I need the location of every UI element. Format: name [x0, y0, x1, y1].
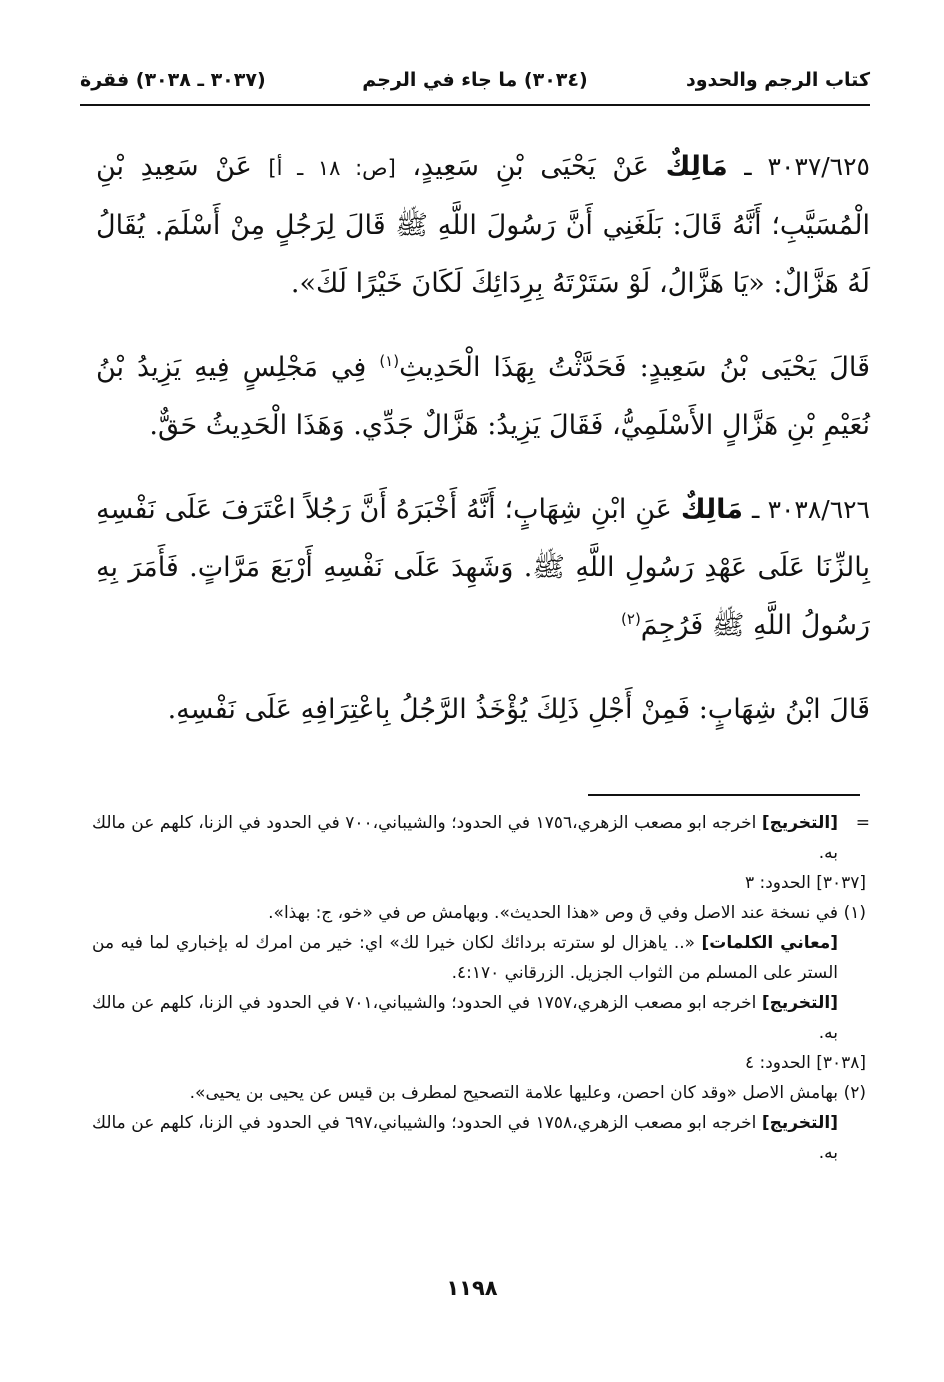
footnote-1-takhrij	[92, 988, 866, 1048]
hadith-text-start: عَنْ يَحْيَى بْنِ سَعِيدٍ،	[412, 151, 650, 182]
section-ref-3038: [٣٠٣٨] الحدود: ٤	[744, 1053, 866, 1073]
gloss-text: «.. ياهزال لو سترته بردائك لكان خيرا لك» اي: خير من امرك له بإخباري لما فيه من الستر على المسلم من الثواب الجزيل. الزرقاني ٤:١٧٠.	[92, 933, 838, 983]
running-head-chapter-title: (٣٠٣٤) ما جاء في الرجم	[362, 69, 588, 91]
hadith-text: عَنْ سَعِيدِ بْنِ الْمُسَيَّبِ؛ أَنَّهُ قَالَ: بَلَغَنِي أَنَّ رَسُولَ اللَّهِ ﷺ قَالَ لِرَجُلٍ مِنْ أَسْلَمَ. يُقَالُ لَهُ هَزَّالٌ: «يَا هَزَّالُ، لَوْ سَتَرْتَهُ بِرِدَائِكَ لَكَانَ خَيْرًا لَكَ».	[96, 151, 870, 299]
running-head	[80, 60, 870, 100]
footnote-continuation	[92, 808, 870, 868]
running-head-paragraph-range: (٣٠٣٧ ـ ٣٠٣٨) فقرة	[80, 69, 266, 91]
comment-yahya	[96, 339, 870, 455]
footnote-number: (٢)	[843, 1083, 866, 1103]
hadith-3037	[96, 138, 870, 313]
footnote-2-takhrij	[92, 1108, 866, 1168]
takhrij-label: [التخريج]	[761, 993, 838, 1013]
takhrij-text: اخرجه ابو مصعب الزهري،١٧٥٨ في الحدود؛ والشيباني،٦٩٧ في الحدود في الزنا، كلهم عن مالك به.	[92, 1113, 838, 1163]
footnote-1-gloss	[92, 928, 866, 988]
footnote-rule	[588, 794, 860, 796]
takhrij-label: [التخريج]	[761, 1113, 838, 1133]
page-number: ١١٩٨	[446, 1276, 498, 1300]
footnote-2	[92, 1078, 866, 1108]
footnote-1	[92, 898, 866, 928]
comment-text-start: قَالَ يَحْيَى بْنُ سَعِيدٍ: فَحَدَّثْتُ بِهَذَا الْحَدِيثِ	[399, 352, 871, 383]
footnote-ref-1[interactable]: (١)	[379, 352, 400, 370]
narrator-malik: مَالِكٌ	[665, 151, 728, 182]
footnote-ref-2[interactable]: (٢)	[621, 610, 641, 628]
comment-text-end: فِي مَجْلِسٍ فِيهِ يَزِيدُ بْنُ نُعَيْمِ بْنِ هَزَّالٍ الأَسْلَمِيُّ، فَقَالَ يَزِيدُ: هَزَّالٌ جَدِّي. وَهَذَا الْحَدِيثُ حَقٌّ.	[96, 352, 870, 441]
footnotes	[92, 808, 870, 1168]
section-ref-3037: [٣٠٣٧] الحدود: ٣	[744, 873, 866, 893]
header-rule	[80, 104, 870, 106]
hadith-3038	[96, 481, 870, 655]
takhrij-text: اخرجه ابو مصعب الزهري،١٧٥٧ في الحدود؛ والشيباني،٧٠١ في الحدود في الزنا، كلهم عن مالك به.	[92, 993, 838, 1043]
comment-ibn-shihab	[96, 681, 870, 739]
hadith-number: ٣٠٣٧/٦٢٥ ـ	[744, 152, 870, 181]
gloss-label: [معاني الكلمات]	[701, 933, 839, 953]
manuscript-folio-ref: [ص: ١٨ ـ أ]	[268, 156, 396, 180]
hadith-number: ٣٠٣٨/٦٢٦ ـ	[751, 495, 870, 524]
footnote-text: في نسخة عند الاصل وفي ق وص «هذا الحديث». وبهامش ص في «خو، ج: بهذا».	[268, 903, 838, 923]
footnote-text: بهامش الاصل «وقد كان احصن، وعليها علامة التصحيح لمطرف بن قيس عن يحيى بن يحيى».	[189, 1083, 838, 1103]
takhrij-label: [التخريج]	[761, 813, 838, 833]
narrator-malik: مَالِكٌ	[680, 494, 743, 525]
comment-text: قَالَ ابْنُ شِهَابٍ: فَمِنْ أَجْلِ ذَلِكَ يُؤْخَذُ الرَّجُلُ بِاعْتِرَافِهِ عَلَى نَفْسِهِ.	[167, 694, 870, 725]
continuation-marker: =	[855, 813, 870, 833]
takhrij-text: اخرجه ابو مصعب الزهري،١٧٥٦ في الحدود؛ والشيباني،٧٠٠ في الحدود في الزنا، كلهم عن مالك به.	[92, 813, 838, 863]
footnote-number: (١)	[843, 903, 866, 923]
main-text	[96, 138, 870, 739]
hadith-text: عَنِ ابْنِ شِهَابٍ؛ أَنَّهُ أَخْبَرَهُ أَنَّ رَجُلاً اعْتَرَفَ عَلَى نَفْسِهِ بِالزِّنَا عَلَى عَهْدِ رَسُولِ اللَّهِ ﷺ. وَشَهِدَ عَلَى نَفْسِهِ أَرْبَعَ مَرَّاتٍ. فَأَمَرَ بِهِ رَسُولُ اللَّهِ ﷺ فَرُجِمَ	[96, 494, 870, 641]
running-head-book-title: كتاب الرجم والحدود	[685, 69, 870, 91]
